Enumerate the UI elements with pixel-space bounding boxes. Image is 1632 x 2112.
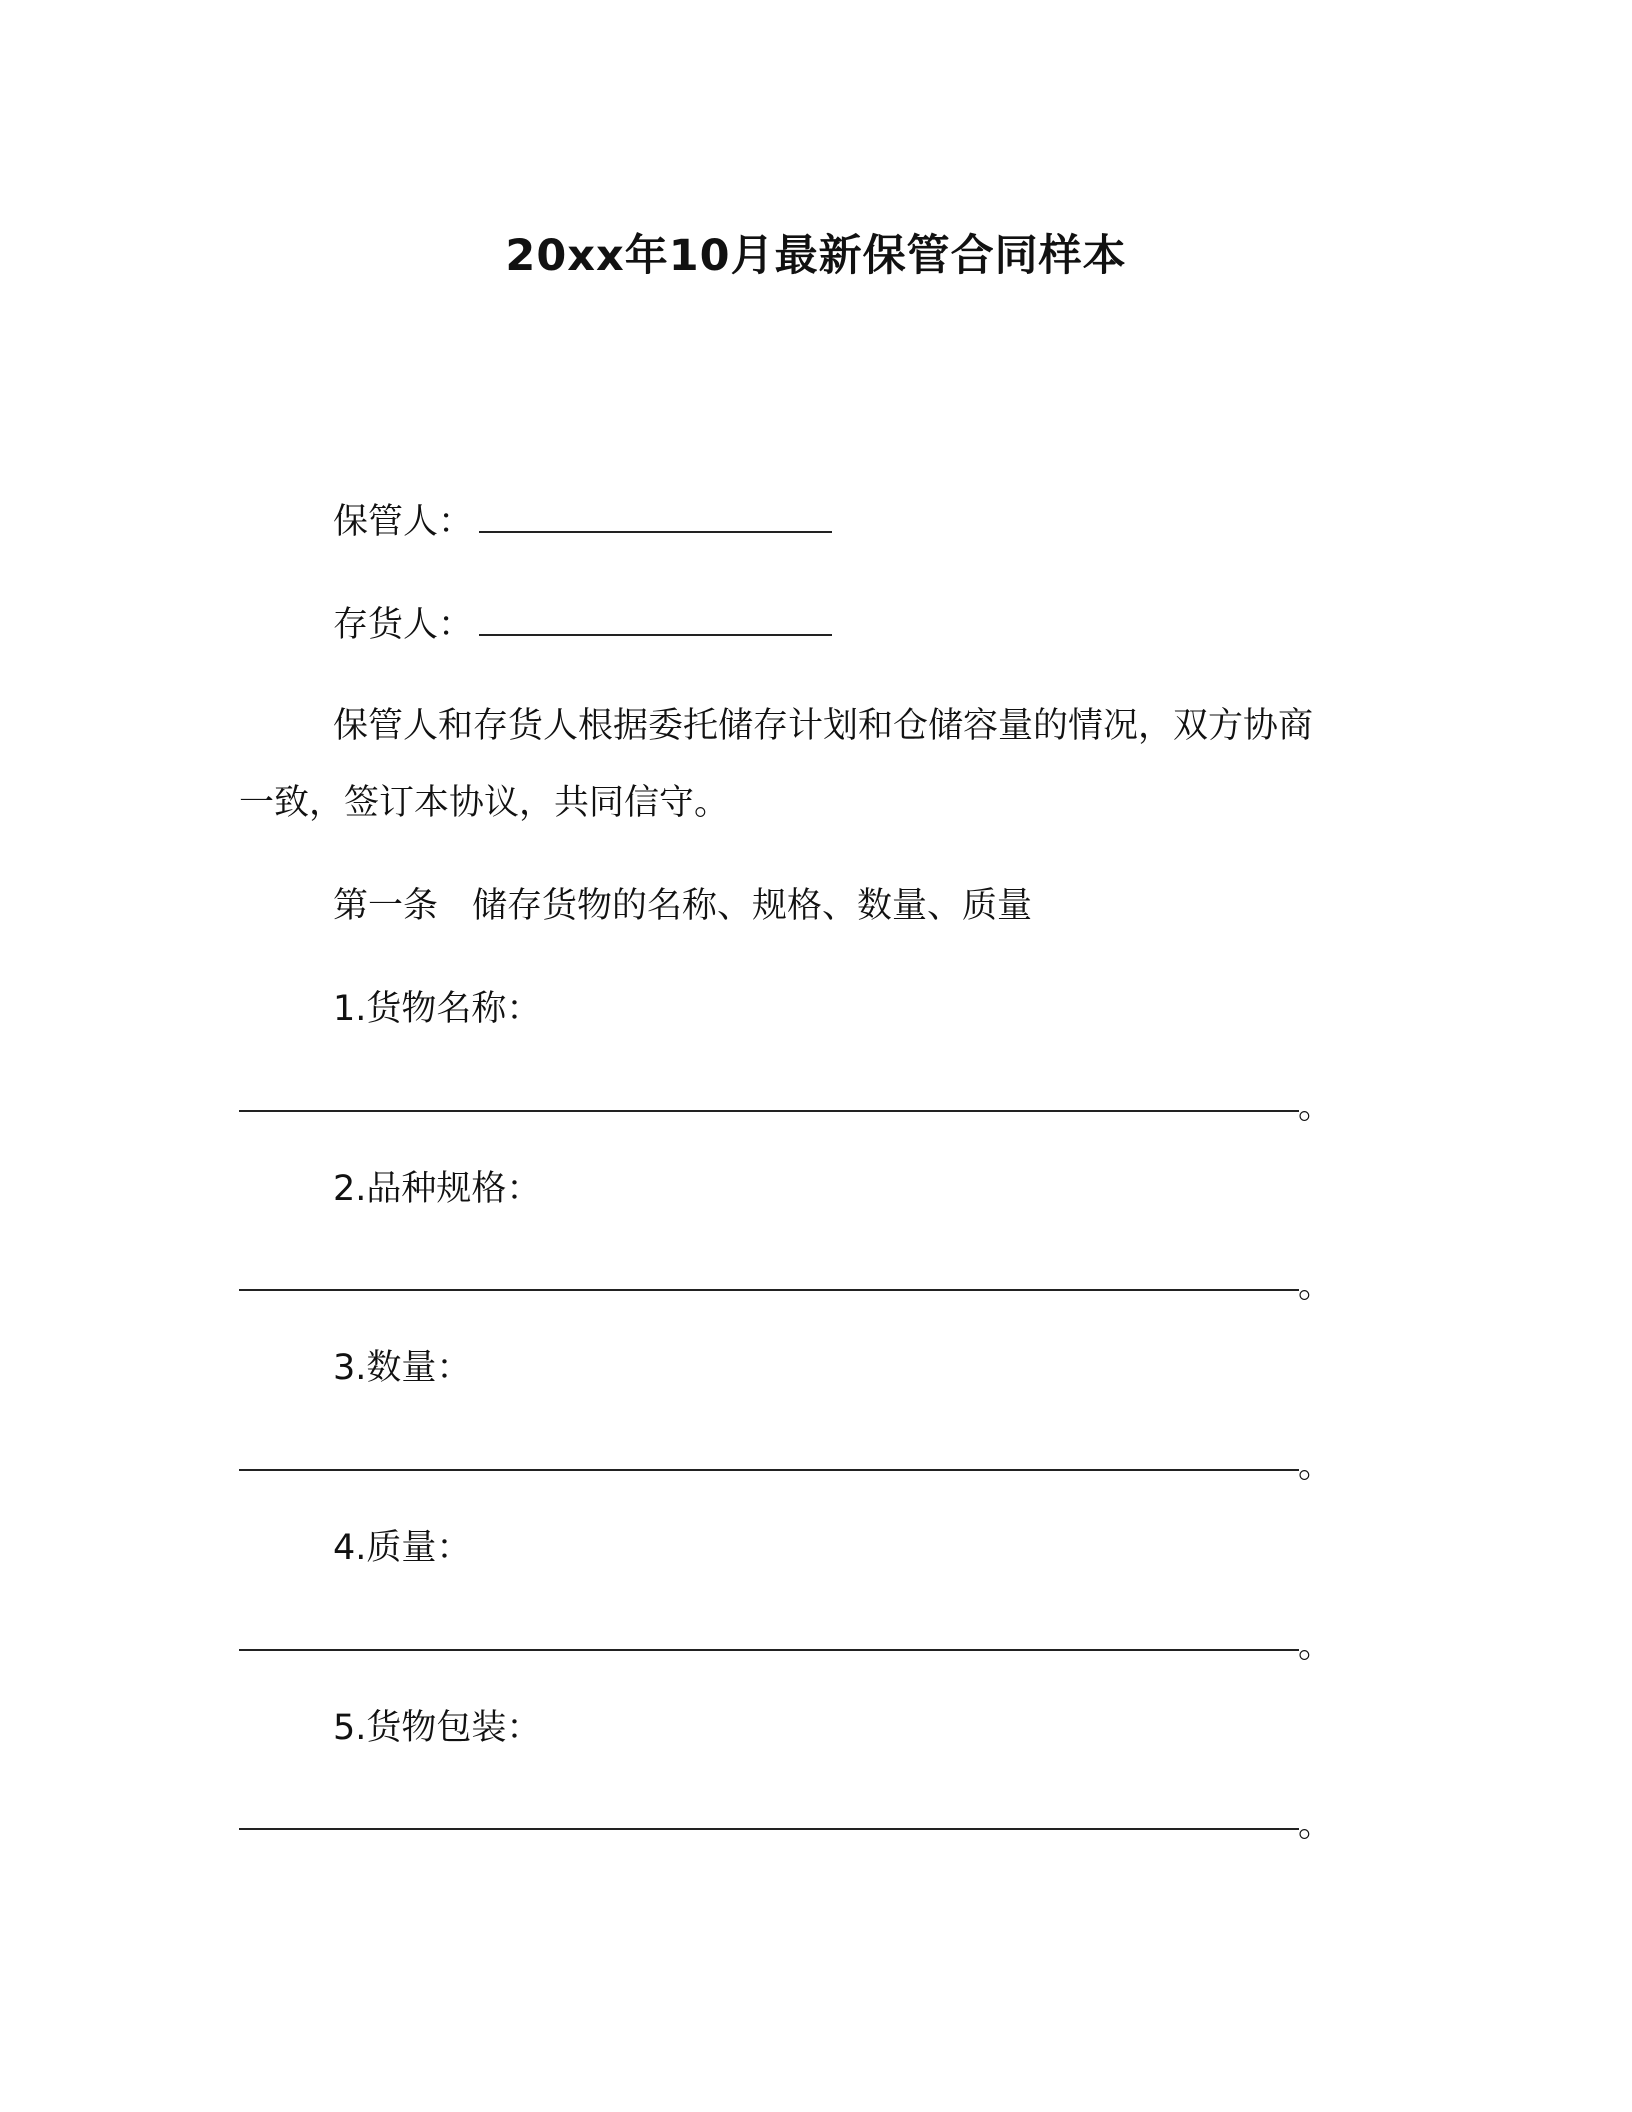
custodian-label: 保管人： xyxy=(333,502,474,542)
item-quality-period: 。 xyxy=(1298,1626,1334,1666)
item-packaging-period: 。 xyxy=(1298,1805,1334,1845)
custodian-blank[interactable] xyxy=(479,497,832,533)
item-packaging-label: 5.货物包装： xyxy=(333,1708,542,1748)
item-quantity-blank[interactable] xyxy=(239,1467,1299,1471)
item-spec-label: 2.品种规格： xyxy=(333,1169,542,1209)
intro-paragraph-line1: 保管人和存货人根据委托储存计划和仓储容量的情况，双方协商 xyxy=(333,706,1314,746)
item-goods-name-period: 。 xyxy=(1298,1087,1334,1127)
item-goods-name-blank[interactable] xyxy=(239,1108,1299,1112)
article1-heading xyxy=(333,883,1032,929)
item-quantity-label: 3.数量： xyxy=(333,1348,472,1388)
article1-number: 第一条 xyxy=(333,886,439,926)
item-packaging-blank[interactable] xyxy=(239,1826,1299,1830)
item-quality-label: 4.质量： xyxy=(333,1528,472,1568)
item-spec-blank[interactable] xyxy=(239,1287,1299,1291)
item-quantity-period: 。 xyxy=(1298,1446,1334,1486)
article1-title: 储存货物的名称、规格、数量、质量 xyxy=(472,886,1033,926)
item-spec-period: 。 xyxy=(1298,1266,1334,1306)
depositor-field xyxy=(333,600,832,648)
item-quality-blank[interactable] xyxy=(239,1647,1299,1651)
document-title: 20xx年10月最新保管合同样本 xyxy=(505,231,1127,281)
custodian-field xyxy=(333,497,832,545)
depositor-label: 存货人： xyxy=(333,605,474,645)
intro-paragraph-line2: 一致，签订本协议，共同信守。 xyxy=(239,783,730,823)
depositor-blank[interactable] xyxy=(479,600,832,636)
item-goods-name-label: 1.货物名称： xyxy=(333,989,542,1029)
